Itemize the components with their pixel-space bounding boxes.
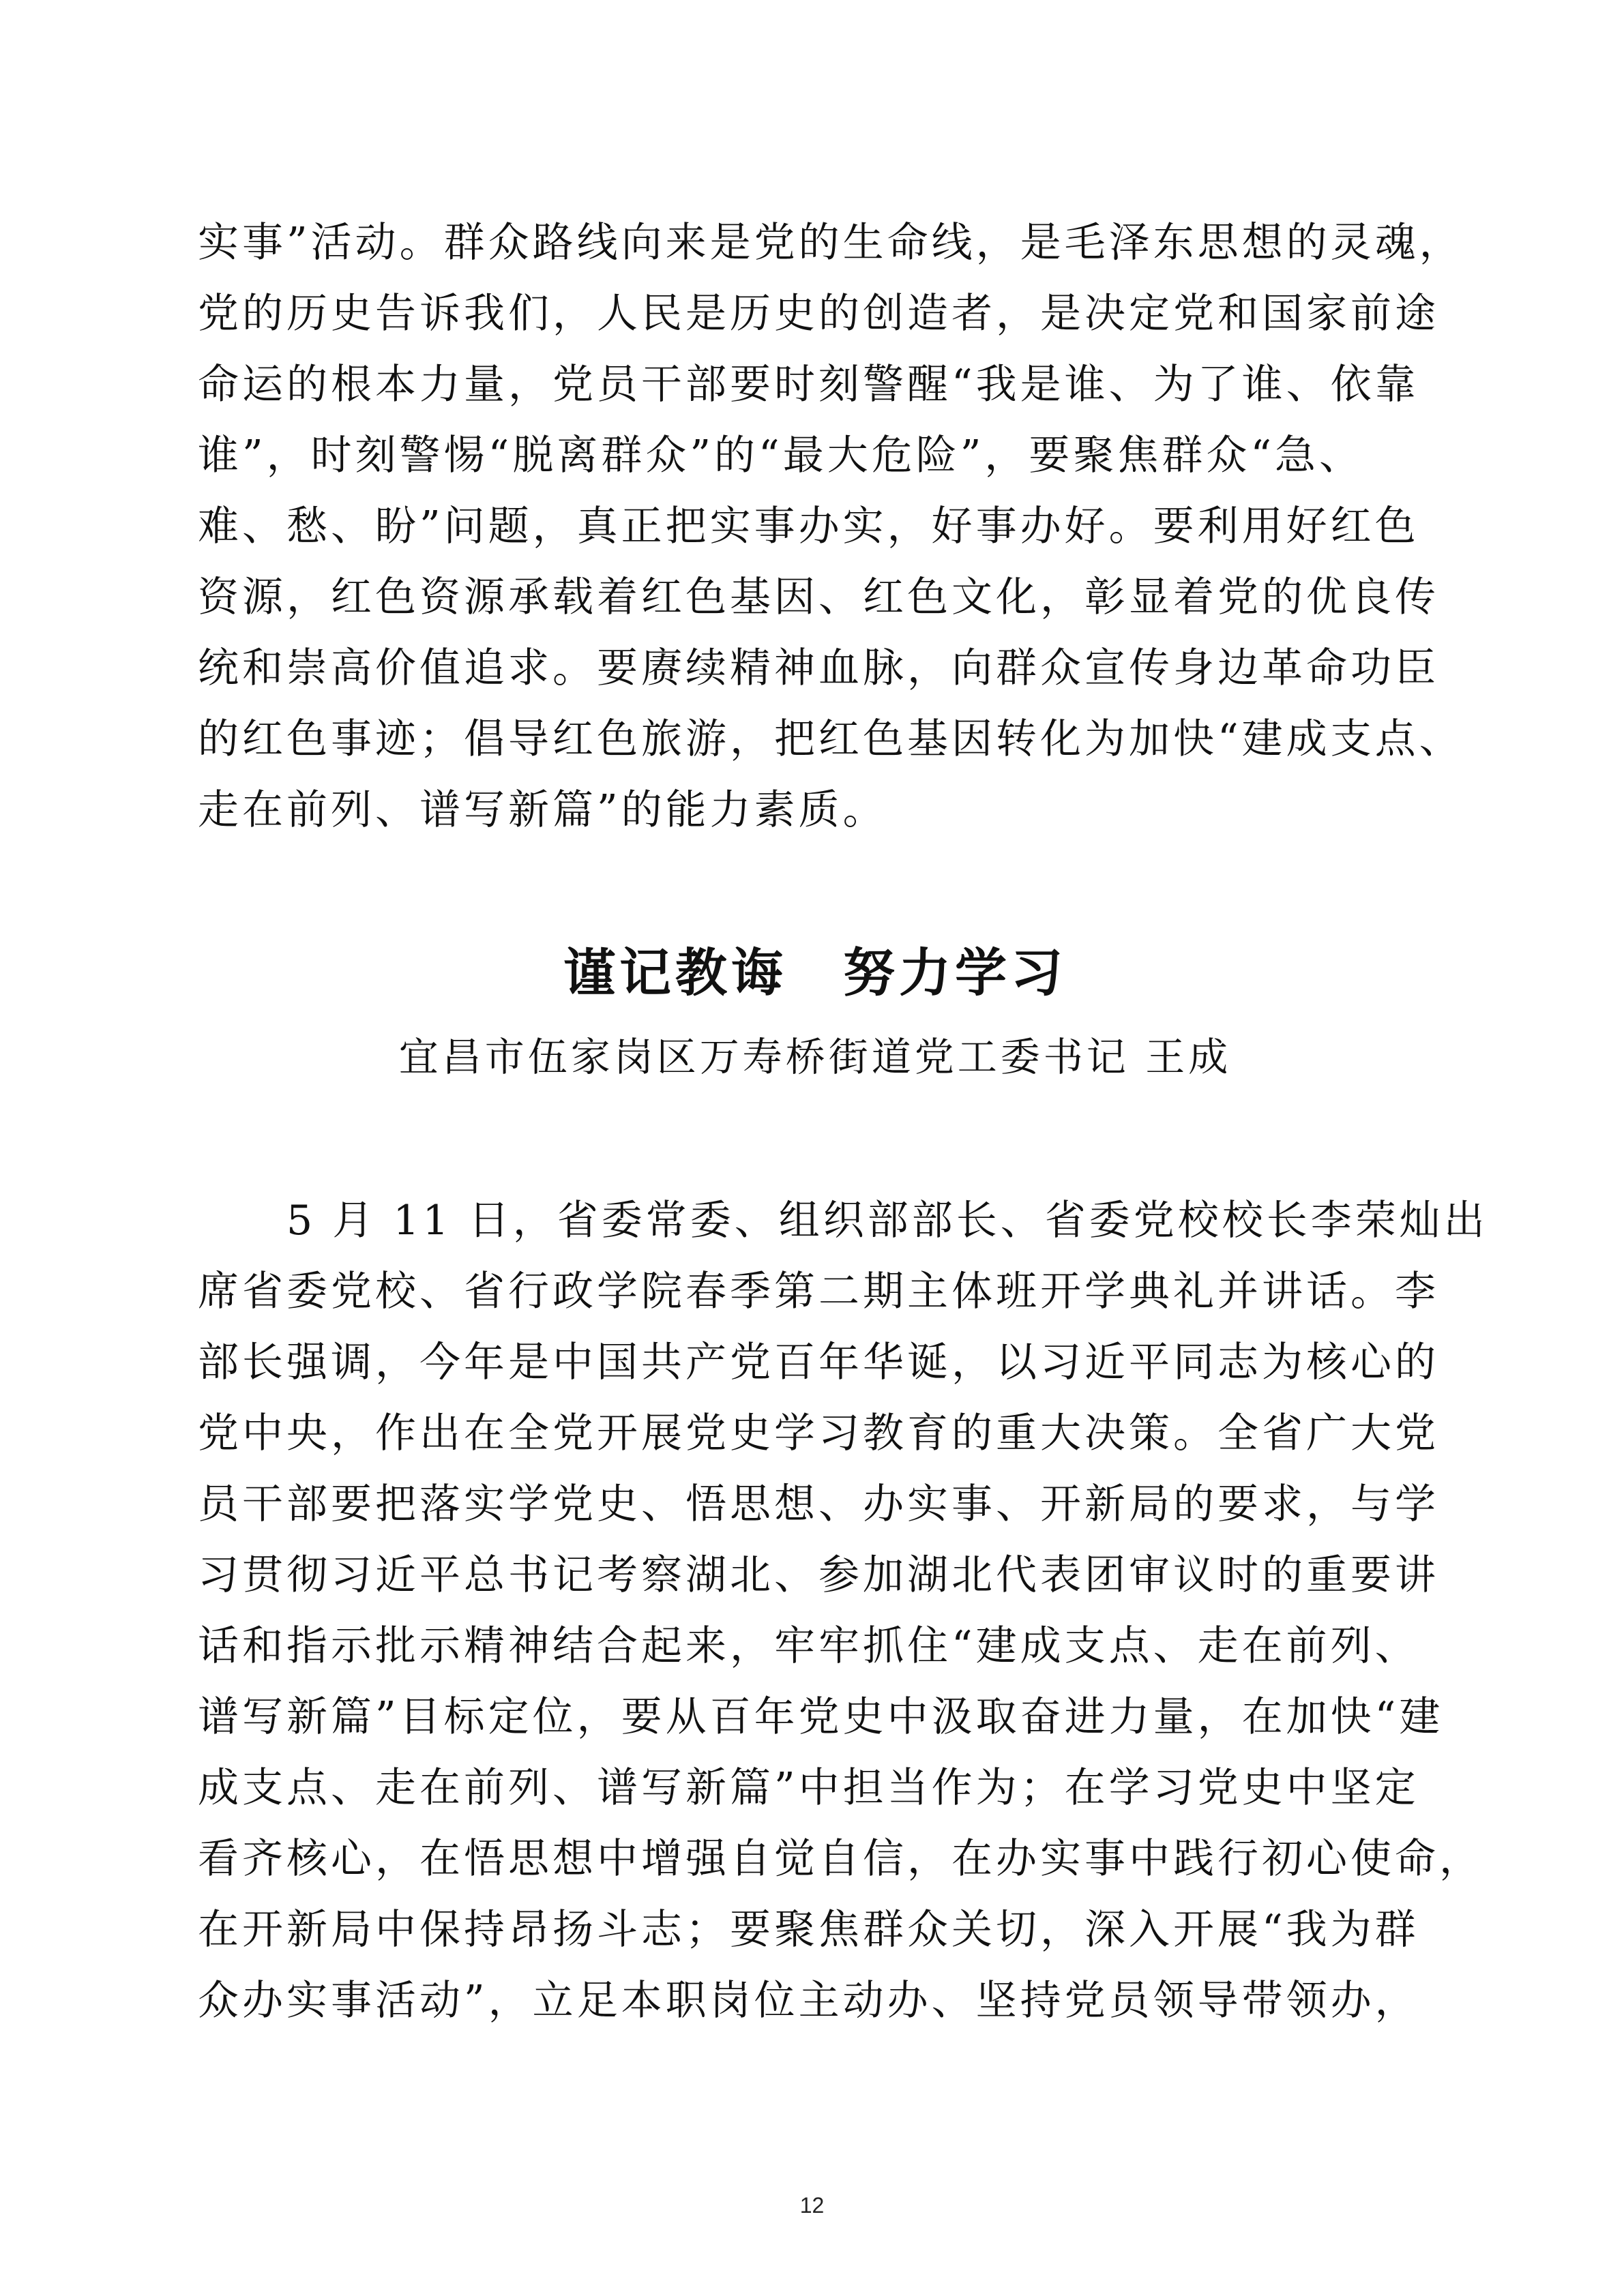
text-line: 统和崇高价值追求。要赓续精神血脉，向群众宣传身边革命功臣 [198,644,1439,692]
text-line: 5 月 11 日，省委常委、组织部部长、省委党校校长李荣灿出 [198,1197,1488,1244]
text-line: 看齐核心，在悟思想中增强自觉自信，在办实事中践行初心使命， [198,1835,1483,1883]
text-line: 众办实事活动”，立足本职岗位主动办、坚持党员领导带领办， [198,1977,1419,2025]
text-line: 席省委党校、省行政学院春季第二期主体班开学典礼并讲话。李 [198,1268,1439,1315]
text-line: 谱写新篇”目标定位，要从百年党史中汲取奋进力量，在加快“建 [198,1693,1444,1741]
text-line: 员干部要把落实学党史、悟思想、办实事、开新局的要求，与学 [198,1480,1439,1528]
text-line: 谁”，时刻警惕“脱离群众”的“最大危险”，要聚焦群众“急、 [198,432,1364,479]
text-line: 习贯彻习近平总书记考察湖北、参加湖北代表团审议时的重要讲 [198,1551,1439,1599]
text-line: 党中央，作出在全党开展党史学习教育的重大决策。全省广大党 [198,1410,1439,1457]
page-number: 12 [799,2193,825,2218]
text-line: 成支点、走在前列、谱写新篇”中担当作为；在学习党史中坚定 [198,1764,1419,1812]
text-line: 难、愁、盼”问题，真正把实事办实，好事办好。要利用好红色 [198,503,1419,550]
text-line: 话和指示批示精神结合起来，牢牢抓住“建成支点、走在前列、 [198,1622,1419,1670]
article-body-paragraph [198,1185,1488,2036]
article-byline: 宜昌市伍家岗区万寿桥街道党工委书记 王成 [398,1034,1232,1080]
article-title: 谨记教诲 努力学习 [563,942,1067,1003]
text-line: 在开新局中保持昂扬斗志；要聚焦群众关切，深入开展“我为群 [198,1906,1419,1954]
text-line: 资源，红色资源承载着红色基因、红色文化，彰显着党的优良传 [198,573,1439,621]
paragraph-continued [198,207,1464,846]
text-line: 走在前列、谱写新篇”的能力素质。 [198,786,887,834]
text-line: 实事”活动。群众路线向来是党的生命线，是毛泽东思想的灵魂， [198,219,1464,267]
text-line: 的红色事迹；倡导红色旅游，把红色基因转化为加快“建成支点、 [198,715,1464,763]
text-line: 部长强调，今年是中国共产党百年华诞，以习近平同志为核心的 [198,1339,1439,1386]
text-line: 党的历史告诉我们，人民是历史的创造者，是决定党和国家前途 [198,290,1439,338]
text-line: 命运的根本力量，党员干部要时刻警醒“我是谁、为了谁、依靠 [198,361,1419,408]
